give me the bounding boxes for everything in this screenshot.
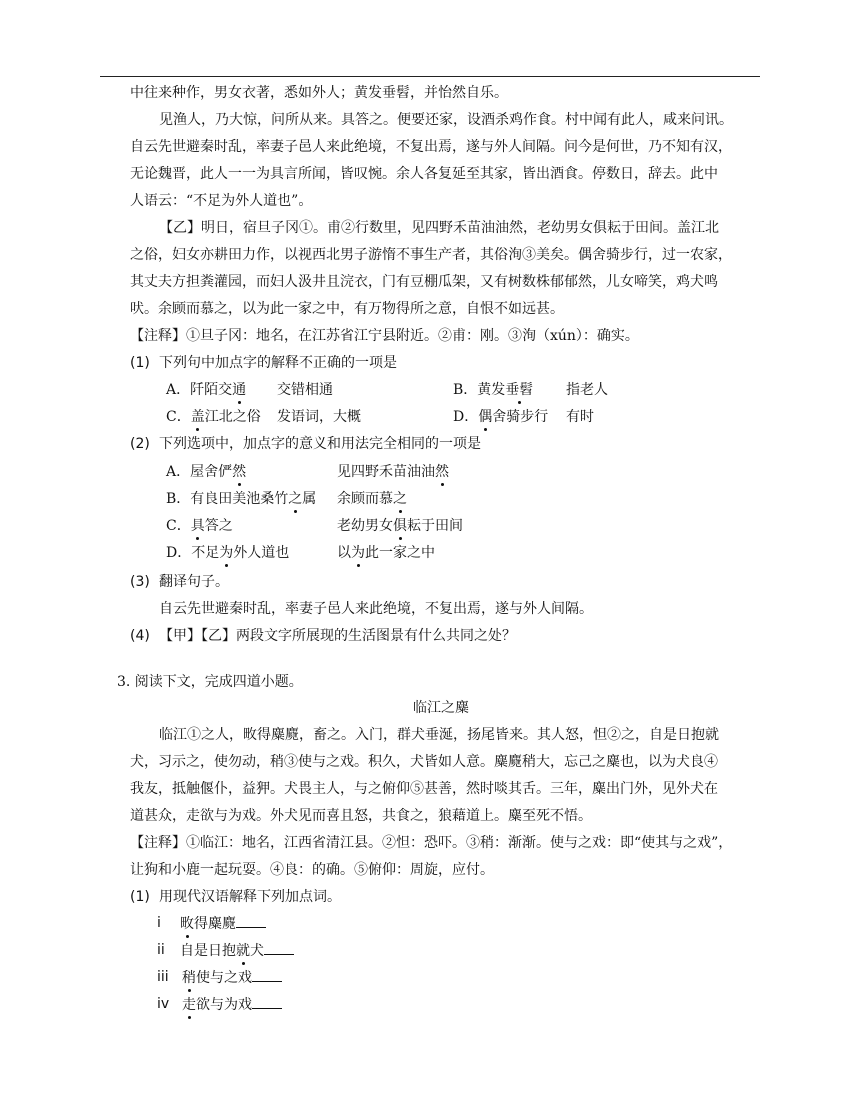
header-rule [100, 76, 760, 77]
emphasized-char: 走 [182, 997, 196, 1013]
option-letter: B． [453, 382, 478, 398]
emphasized-char: 为 [219, 545, 234, 561]
option-gloss: 交错相通 [277, 382, 333, 398]
option-letter: D． [166, 545, 192, 561]
option-text: 属 [302, 491, 317, 507]
section-heading: 3. 阅读下文，完成四道小题。 [117, 674, 303, 690]
question-stem: 【甲】【乙】两段文字所展现的生活图景有什么共同之处？ [159, 628, 516, 644]
item-number: iii [157, 969, 169, 985]
question-stem: 翻译句子。 [159, 574, 229, 590]
emphasized-char: 畋 [180, 916, 194, 932]
question-stem: 下列选项中，加点字的意义和用法完全相同的一项是 [159, 436, 481, 452]
passage-jia-line: 中往来种作，男女衣著，悉如外人；黄发垂髫，并怡然自乐。 [130, 85, 508, 101]
item-text [180, 940, 294, 961]
option-a [166, 380, 246, 400]
option-text: 不足 [191, 545, 220, 561]
answer-blank[interactable] [236, 913, 266, 928]
passage-jia-line: 无论魏晋，此人一一为具言所闻，皆叹惋。余人各复延至其家，皆出酒食。停数日，辞去。此中 [130, 166, 718, 182]
option-letter: A． [166, 382, 191, 398]
question-number: (1) [130, 889, 150, 905]
option-gloss: 发语词，大概 [277, 409, 361, 425]
option-letter: D． [453, 409, 479, 425]
passage-title: 临江之麋 [413, 700, 469, 716]
emphasized-char: 通 [232, 382, 247, 398]
question-number: (3) [130, 574, 150, 590]
option-text: 屋舍俨 [190, 464, 233, 480]
item-part: 自是日抱 [180, 943, 236, 959]
passage-yi-line: 其丈夫方担粪灌园，而妇人汲井且浣衣，门有豆棚瓜架，又有树数株郁郁然，儿女啼笑，鸡犬鸣 [130, 274, 718, 290]
emphasized-char: 之 [393, 491, 407, 507]
option-text: 黄发 [477, 382, 506, 398]
answer-blank[interactable] [252, 994, 282, 1009]
option-text: 余顾而慕 [337, 491, 393, 507]
passage-jia-line: 见渔人，乃大惊，问所从来。具答之。便要还家，设酒杀鸡作食。村中闻有此人，咸来问讯。 [159, 112, 733, 128]
passage-line: 道甚众，走欲与为戏。外犬见而喜且怒，共食之，狼藉道上。麋至死不悟。 [130, 808, 592, 824]
emphasized-char: 具 [190, 518, 205, 534]
option-text: 外人道也 [233, 545, 290, 561]
passage-yi-line: 之俗，妇女亦耕田力作，以视西北男子游惰不事生产者，其俗洵③美矣。偶舍骑步行，过一农家， [130, 247, 732, 263]
passage-jia-line: 人语云：“不足为外人道也”。 [130, 193, 313, 209]
annotation-note: 【注释】①旦子冈：地名，在江苏省江宁县附近。②甫：刚。③洵（xún）：确实。 [130, 328, 639, 344]
passage-jia-line: 自云先世避秦时乱，率妻子邑人来此绝境，不复出焉，遂与外人间隔。问今是何世，乃不知有汉， [130, 139, 732, 155]
passage-line: 犬，习示之，使勿动，稍③使与之戏。积久，犬皆如人意。麋麑稍大，忘己之麋也，以为犬良④ [130, 754, 718, 770]
emphasized-char: 然 [435, 464, 449, 480]
option-letter: C． [166, 409, 191, 425]
option-d-sentence-2 [337, 543, 435, 563]
passage-yi-line: 【乙】明日，宿旦子冈①。甫②行数里，见四野禾苗油油然，老幼男女俱耘于田间。盖江北 [159, 220, 719, 236]
option-a-sentence-2 [337, 462, 449, 482]
question-number: (1) [130, 355, 150, 371]
item-number: iv [157, 996, 170, 1012]
emphasized-char: 盖 [190, 409, 205, 425]
option-text: 此一家之中 [365, 545, 435, 561]
item-part: 欲与为戏 [196, 997, 252, 1013]
option-text: 老幼男女 [337, 518, 393, 534]
option-letter: C． [166, 518, 191, 534]
option-b-sentence-1 [166, 489, 316, 509]
option-text: 答之 [204, 518, 233, 534]
option-d [453, 407, 548, 427]
emphasized-char: 垂髫 [505, 382, 534, 398]
item-number: i [157, 915, 161, 931]
option-a-sentence-1 [166, 462, 246, 482]
question-number: (2) [130, 436, 150, 452]
item-text [180, 913, 266, 934]
option-letter: B． [166, 491, 191, 507]
item-part: 得麋麑 [194, 916, 236, 932]
translation-sentence: 自云先世避秦时乱，率妻子邑人来此绝境，不复出焉，遂与外人间隔。 [159, 601, 593, 617]
option-text: 江北之俗 [204, 409, 261, 425]
item-text [182, 994, 282, 1015]
emphasized-char: 之 [288, 491, 303, 507]
option-text: 有良田美池桑竹 [190, 491, 289, 507]
option-text: 以 [337, 545, 351, 561]
option-d-sentence-1 [166, 543, 289, 563]
emphasized-char: 稍 [182, 970, 196, 986]
answer-blank[interactable] [252, 967, 282, 982]
question-stem: 用现代汉语解释下列加点词。 [159, 889, 341, 905]
option-text: 见四野禾苗油油 [337, 464, 435, 480]
option-text: 阡陌交 [190, 382, 233, 398]
option-letter: A． [166, 464, 191, 480]
item-text [182, 967, 282, 988]
emphasized-char: 偶 [478, 409, 493, 425]
option-gloss: 有时 [566, 409, 594, 425]
option-c [166, 407, 261, 427]
emphasized-char: 为 [351, 545, 365, 561]
emphasized-char: 俱 [393, 518, 407, 534]
option-c-sentence-1 [166, 516, 233, 536]
question-number: (4) [130, 628, 150, 644]
annotation-note: 【注释】①临江：地名，江西省清江县。②怛：恐吓。③稍：渐渐。使与之戏：即“使其与之戏”， [130, 835, 733, 851]
passage-line: 临江①之人，畋得麋麑，畜之。入门，群犬垂涎，扬尾皆来。其人怒，怛②之，自是日抱就 [159, 727, 719, 743]
option-text: 舍骑步行 [492, 409, 549, 425]
item-part: 犬 [250, 943, 264, 959]
option-c-sentence-2 [337, 516, 463, 536]
passage-yi-line: 吠。余顾而慕之，以为此一家之中，有万物得所之意，自恨不如远甚。 [130, 301, 564, 317]
passage-line: 我友，抵触偃仆，益狎。犬畏主人，与之俯仰⑤甚善，然时啖其舌。三年，麋出门外，见外犬在 [130, 781, 718, 797]
option-b-sentence-2 [337, 489, 407, 509]
option-gloss: 指老人 [566, 382, 608, 398]
annotation-note: 让狗和小鹿一起玩耍。④良：的确。⑤俯仰：周旋，应付。 [130, 862, 494, 878]
emphasized-char: 然 [232, 464, 247, 480]
question-stem: 下列句中加点字的解释不正确的一项是 [159, 355, 397, 371]
option-text: 耘于田间 [407, 518, 463, 534]
emphasized-char: 就 [236, 943, 250, 959]
answer-blank[interactable] [264, 940, 294, 955]
item-number: ii [157, 942, 165, 958]
option-b [453, 380, 533, 400]
item-part: 使与之戏 [196, 970, 252, 986]
